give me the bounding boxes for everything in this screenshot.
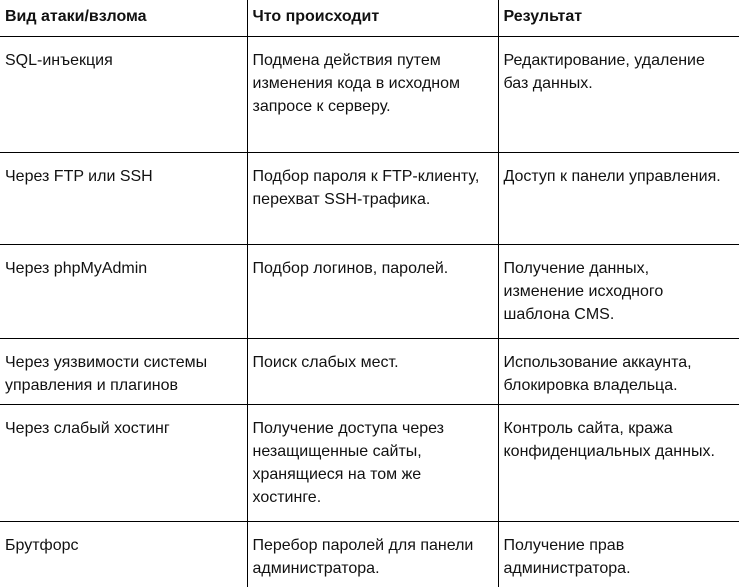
cell-attack-type: Через FTP или SSH: [0, 152, 247, 244]
cell-what-happens: Перебор паролей для панели администратора.: [247, 521, 498, 587]
cell-result: Контроль сайта, кража конфиденциальных данных.: [498, 404, 739, 521]
cell-result: Редактирование, удаление баз данных.: [498, 36, 739, 152]
header-what-happens: Что происходит: [247, 0, 498, 36]
cell-what-happens: Получение доступа через незащищенные сайты, хранящиеся на том же хостинге.: [247, 404, 498, 521]
cell-result: Использование аккаунта, блокировка владельца.: [498, 338, 739, 404]
cell-result: Получение прав администратора.: [498, 521, 739, 587]
cell-attack-type: SQL-инъекция: [0, 36, 247, 152]
header-result: Результат: [498, 0, 739, 36]
table-header-row: [0, 0, 739, 36]
cell-what-happens: Подбор пароля к FTP-клиенту, перехват SSH-трафика.: [247, 152, 498, 244]
cell-attack-type: Через уязвимости системы управления и плагинов: [0, 338, 247, 404]
cell-result: Получение данных, изменение исходного шаблона CMS.: [498, 244, 739, 338]
cell-attack-type: Брутфорс: [0, 521, 247, 587]
table-row: [0, 338, 739, 404]
table-row: [0, 152, 739, 244]
cell-result: Доступ к панели управления.: [498, 152, 739, 244]
cell-what-happens: Поиск слабых мест.: [247, 338, 498, 404]
table-row: [0, 521, 739, 587]
cell-what-happens: Подмена действия путем изменения кода в исходном запросе к серверу.: [247, 36, 498, 152]
cell-what-happens: Подбор логинов, паролей.: [247, 244, 498, 338]
header-attack-type: Вид атаки/взлома: [0, 0, 247, 36]
cell-attack-type: Через phpMyAdmin: [0, 244, 247, 338]
table-row: [0, 244, 739, 338]
table-row: [0, 404, 739, 521]
cell-attack-type: Через слабый хостинг: [0, 404, 247, 521]
table-row: [0, 36, 739, 152]
